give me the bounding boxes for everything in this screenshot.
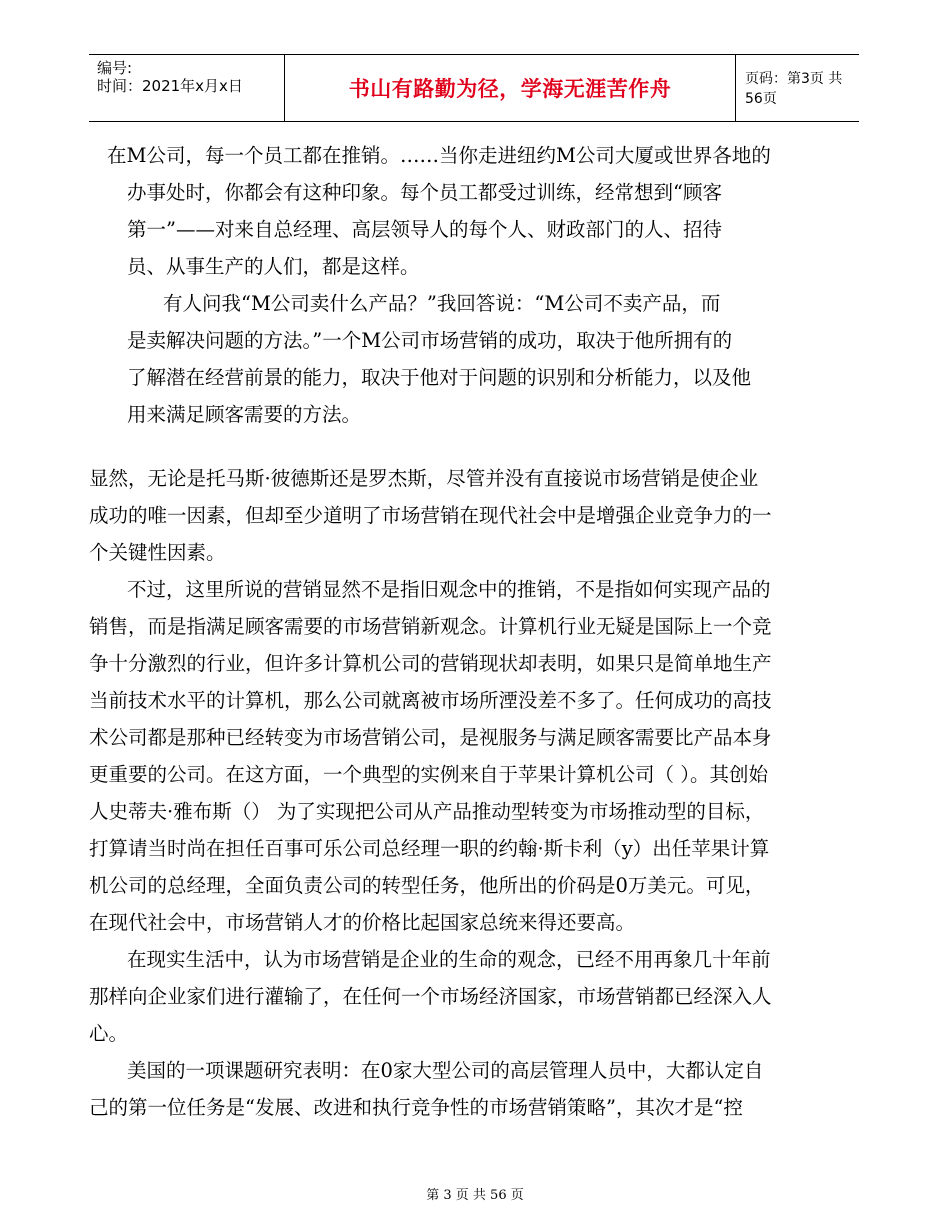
body-line: 美国的一项课题研究表明：在0家大型公司的高层管理人员中，大都认定自 [127,1059,764,1082]
quote-line: 了解潜在经营前景的能力，取决于他对于问题的识别和分析能力，以及他 [127,366,752,389]
quote-line: 员、从事生产的人们，都是这样。 [127,255,420,278]
time-label: 时间：2021年x月x日 [97,77,243,95]
body-line: 不过，这里所说的营销显然不是指旧观念中的推销，不是指如何实现产品的 [127,578,771,601]
body-line: 在现实生活中，认为市场营销是企业的生命的观念，已经不用再象几十年前 [127,948,771,971]
body-line: 己的第一位任务是“发展、改进和执行竞争性的市场营销策略”，其次才是“控 [89,1096,743,1119]
header-motto: 书山有路勤为径，学海无涯苦作舟 [284,55,736,121]
quote-line: 在M公司，每一个员工都在推销。……当你走进纽约M公司大厦或世界各地的 [107,144,771,167]
body-line: 当前技术水平的计算机，那么公司就离被市场所湮没差不多了。任何成功的高技 [89,689,772,712]
body-line: 机公司的总经理，全面负责公司的转型任务，他所出的价码是0万美元。可见， [89,874,765,897]
body-line: 个关键性因素。 [89,541,226,564]
page-header [89,54,859,122]
quote-line: 有人问我“M公司卖什么产品？”我回答说：“M公司不卖产品，而 [163,292,721,315]
body-line: 那样向企业家们进行灌输了，在任何一个市场经济国家，市场营销都已经深入人 [89,985,772,1008]
body-line: 术公司都是那种已经转变为市场营销公司，是视服务与满足顾客需要比产品本身 [89,726,772,749]
body-line: 成功的唯一因素，但却至少道明了市场营销在现代社会中是增强企业竞争力的一 [89,504,772,527]
body-line: 人史蒂夫·雅布斯（） 为了实现把公司从产品推动型转变为市场推动型的目标， [89,800,765,823]
body-line: 销售，而是指满足顾客需要的市场营销新观念。计算机行业无疑是国际上一个竞 [89,615,772,638]
body-line: 更重要的公司。在这方面，一个典型的实例来自于苹果计算机公司（ ）。其创始 [89,763,768,786]
quote-line: 第一”——对来自总经理、高层领导人的每个人、财政部门的人、招待 [127,218,722,241]
quote-line: 是卖解决问题的方法。”一个M公司市场营销的成功，取决于他所拥有的 [127,329,733,352]
body-line: 争十分激烈的行业，但许多计算机公司的营销现状却表明，如果只是简单地生产 [89,652,772,675]
body-line: 显然，无论是托马斯·彼德斯还是罗杰斯，尽管并没有直接说市场营销是使企业 [89,467,759,490]
body-line: 打算请当时尚在担任百事可乐公司总经理一职的约翰·斯卡利（y）出任苹果计算 [89,837,770,860]
page-footer: 第 3 页 共 56 页 [426,1188,524,1203]
quote-line: 用来满足顾客需要的方法。 [127,403,362,426]
header-meta [97,59,287,95]
number-label: 编号: [97,59,133,77]
header-page-info: 页码：第3页 共56页 [745,71,843,107]
body-line: 在现代社会中，市场营销人才的价格比起国家总统来得还要高。 [89,911,636,934]
body-line: 心。 [89,1022,129,1045]
quote-line: 办事处时，你都会有这种印象。每个员工都受过训练，经常想到“顾客 [127,181,722,204]
